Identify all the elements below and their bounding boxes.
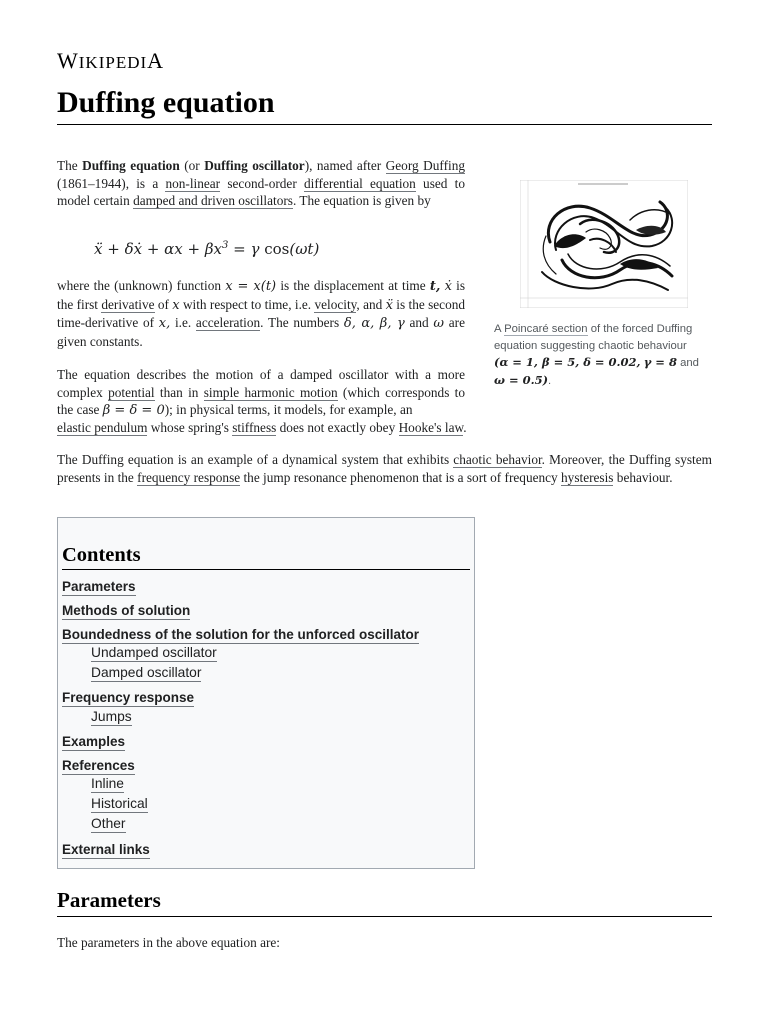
motion-paragraph-a: The equation describes the motion of a damped oscillator with a more complex potential than in simple harmonic motion (which corresponds to the case β = δ = 0); in physical terms, it models, for example, an — [57, 367, 465, 419]
link-velocity[interactable]: velocity — [314, 296, 357, 312]
link-non-linear[interactable]: non-linear — [165, 175, 221, 191]
link-hookes-law[interactable]: Hooke's law — [398, 420, 464, 435]
toc-item-boundedness[interactable]: Boundedness of the solution for the unforced oscillator — [62, 627, 420, 642]
toc-item-historical[interactable]: Historical — [91, 796, 148, 811]
page-title: Duffing equation — [57, 86, 712, 125]
toc-item-damped-oscillator[interactable]: Damped oscillator — [91, 665, 202, 680]
motion-paragraph-b: elastic pendulum whose spring's stiffness does not exactly obey Hooke's law. — [57, 420, 467, 435]
toc-title: Contents — [62, 544, 470, 570]
toc-item-references[interactable]: References — [62, 758, 135, 773]
duffing-equation-formula: ẍ + δẋ + $\alpha x + \beta x^3 = \gamma$ cos(ωt) — [94, 240, 320, 258]
chaos-paragraph: The Duffing equation is an example of a dynamical system that exhibits chaotic behavior. Moreover, the Duffing system presents in the frequency response the jump resonance phenomenon that is a sort of frequency hysteresis behaviour. — [57, 452, 712, 485]
toc-item-other[interactable]: Other — [91, 816, 126, 831]
link-damped-driven-oscillators[interactable]: damped and driven oscillators — [133, 193, 293, 209]
link-differential-equation[interactable]: differential equation — [303, 175, 416, 191]
link-chaotic-behavior[interactable]: chaotic behavior — [453, 452, 542, 467]
intro-paragraph: The Duffing equation (or Duffing oscillator), named after Georg Duffing (1861–1944), is a non-linear second-order differential equation used to model certain damped and driven oscillators. The equation is given by — [57, 158, 465, 209]
wordmark-letter: A — [147, 48, 165, 73]
wikipedia-wordmark[interactable] — [57, 48, 164, 74]
link-georg-duffing[interactable]: Georg Duffing — [385, 158, 465, 173]
term-duffing-equation: Duffing equation — [82, 158, 180, 173]
toc-item-parameters[interactable]: Parameters — [62, 579, 136, 594]
toc-item-jumps[interactable]: Jumps — [91, 709, 132, 724]
definitions-paragraph: where the (unknown) function x = x(t) is the displacement at time t, ẋ is the first derivative of x with respect to time, i.e. velocity, and ẍ is the second time-derivative of x, i.e. acceleration. The numbers δ, α, β, γ and ω are given constants. — [57, 278, 466, 349]
link-poincare-section[interactable]: Poincaré section — [504, 323, 588, 335]
link-elastic-pendulum[interactable]: elastic pendulum — [57, 420, 148, 435]
wordmark-letter: W — [57, 48, 79, 73]
figure-caption: A Poincaré section of the forced Duffing equation suggesting chaotic behaviour (α = 1, β = 5, δ = 0.02, γ = 8 and ω = 0.5). — [494, 323, 699, 387]
link-acceleration[interactable]: acceleration — [195, 315, 261, 331]
toc-item-external-links[interactable]: External links — [62, 842, 150, 857]
wordmark-smallcaps: IKIPEDI — [78, 53, 148, 72]
section-heading-parameters: Parameters — [57, 888, 712, 917]
toc-item-inline[interactable]: Inline — [91, 776, 124, 791]
link-frequency-response[interactable]: frequency response — [137, 469, 241, 485]
term-duffing-oscillator: Duffing oscillator — [204, 158, 305, 173]
link-derivative[interactable]: derivative — [101, 296, 155, 312]
poincare-section-image — [520, 180, 688, 308]
link-simple-harmonic-motion[interactable]: simple harmonic motion — [203, 384, 338, 400]
parameters-intro-text: The parameters in the above equation are: — [57, 935, 280, 950]
poincare-section-figure[interactable] — [520, 180, 688, 308]
toc-item-frequency-response[interactable]: Frequency response — [62, 690, 195, 705]
toc-item-undamped-oscillator[interactable]: Undamped oscillator — [91, 645, 217, 660]
toc-item-methods-of-solution[interactable]: Methods of solution — [62, 603, 191, 618]
link-potential[interactable]: potential — [108, 384, 155, 400]
table-of-contents — [57, 517, 475, 869]
link-hysteresis[interactable]: hysteresis — [561, 469, 614, 485]
link-stiffness[interactable]: stiffness — [232, 420, 277, 435]
toc-item-examples[interactable]: Examples — [62, 734, 126, 749]
